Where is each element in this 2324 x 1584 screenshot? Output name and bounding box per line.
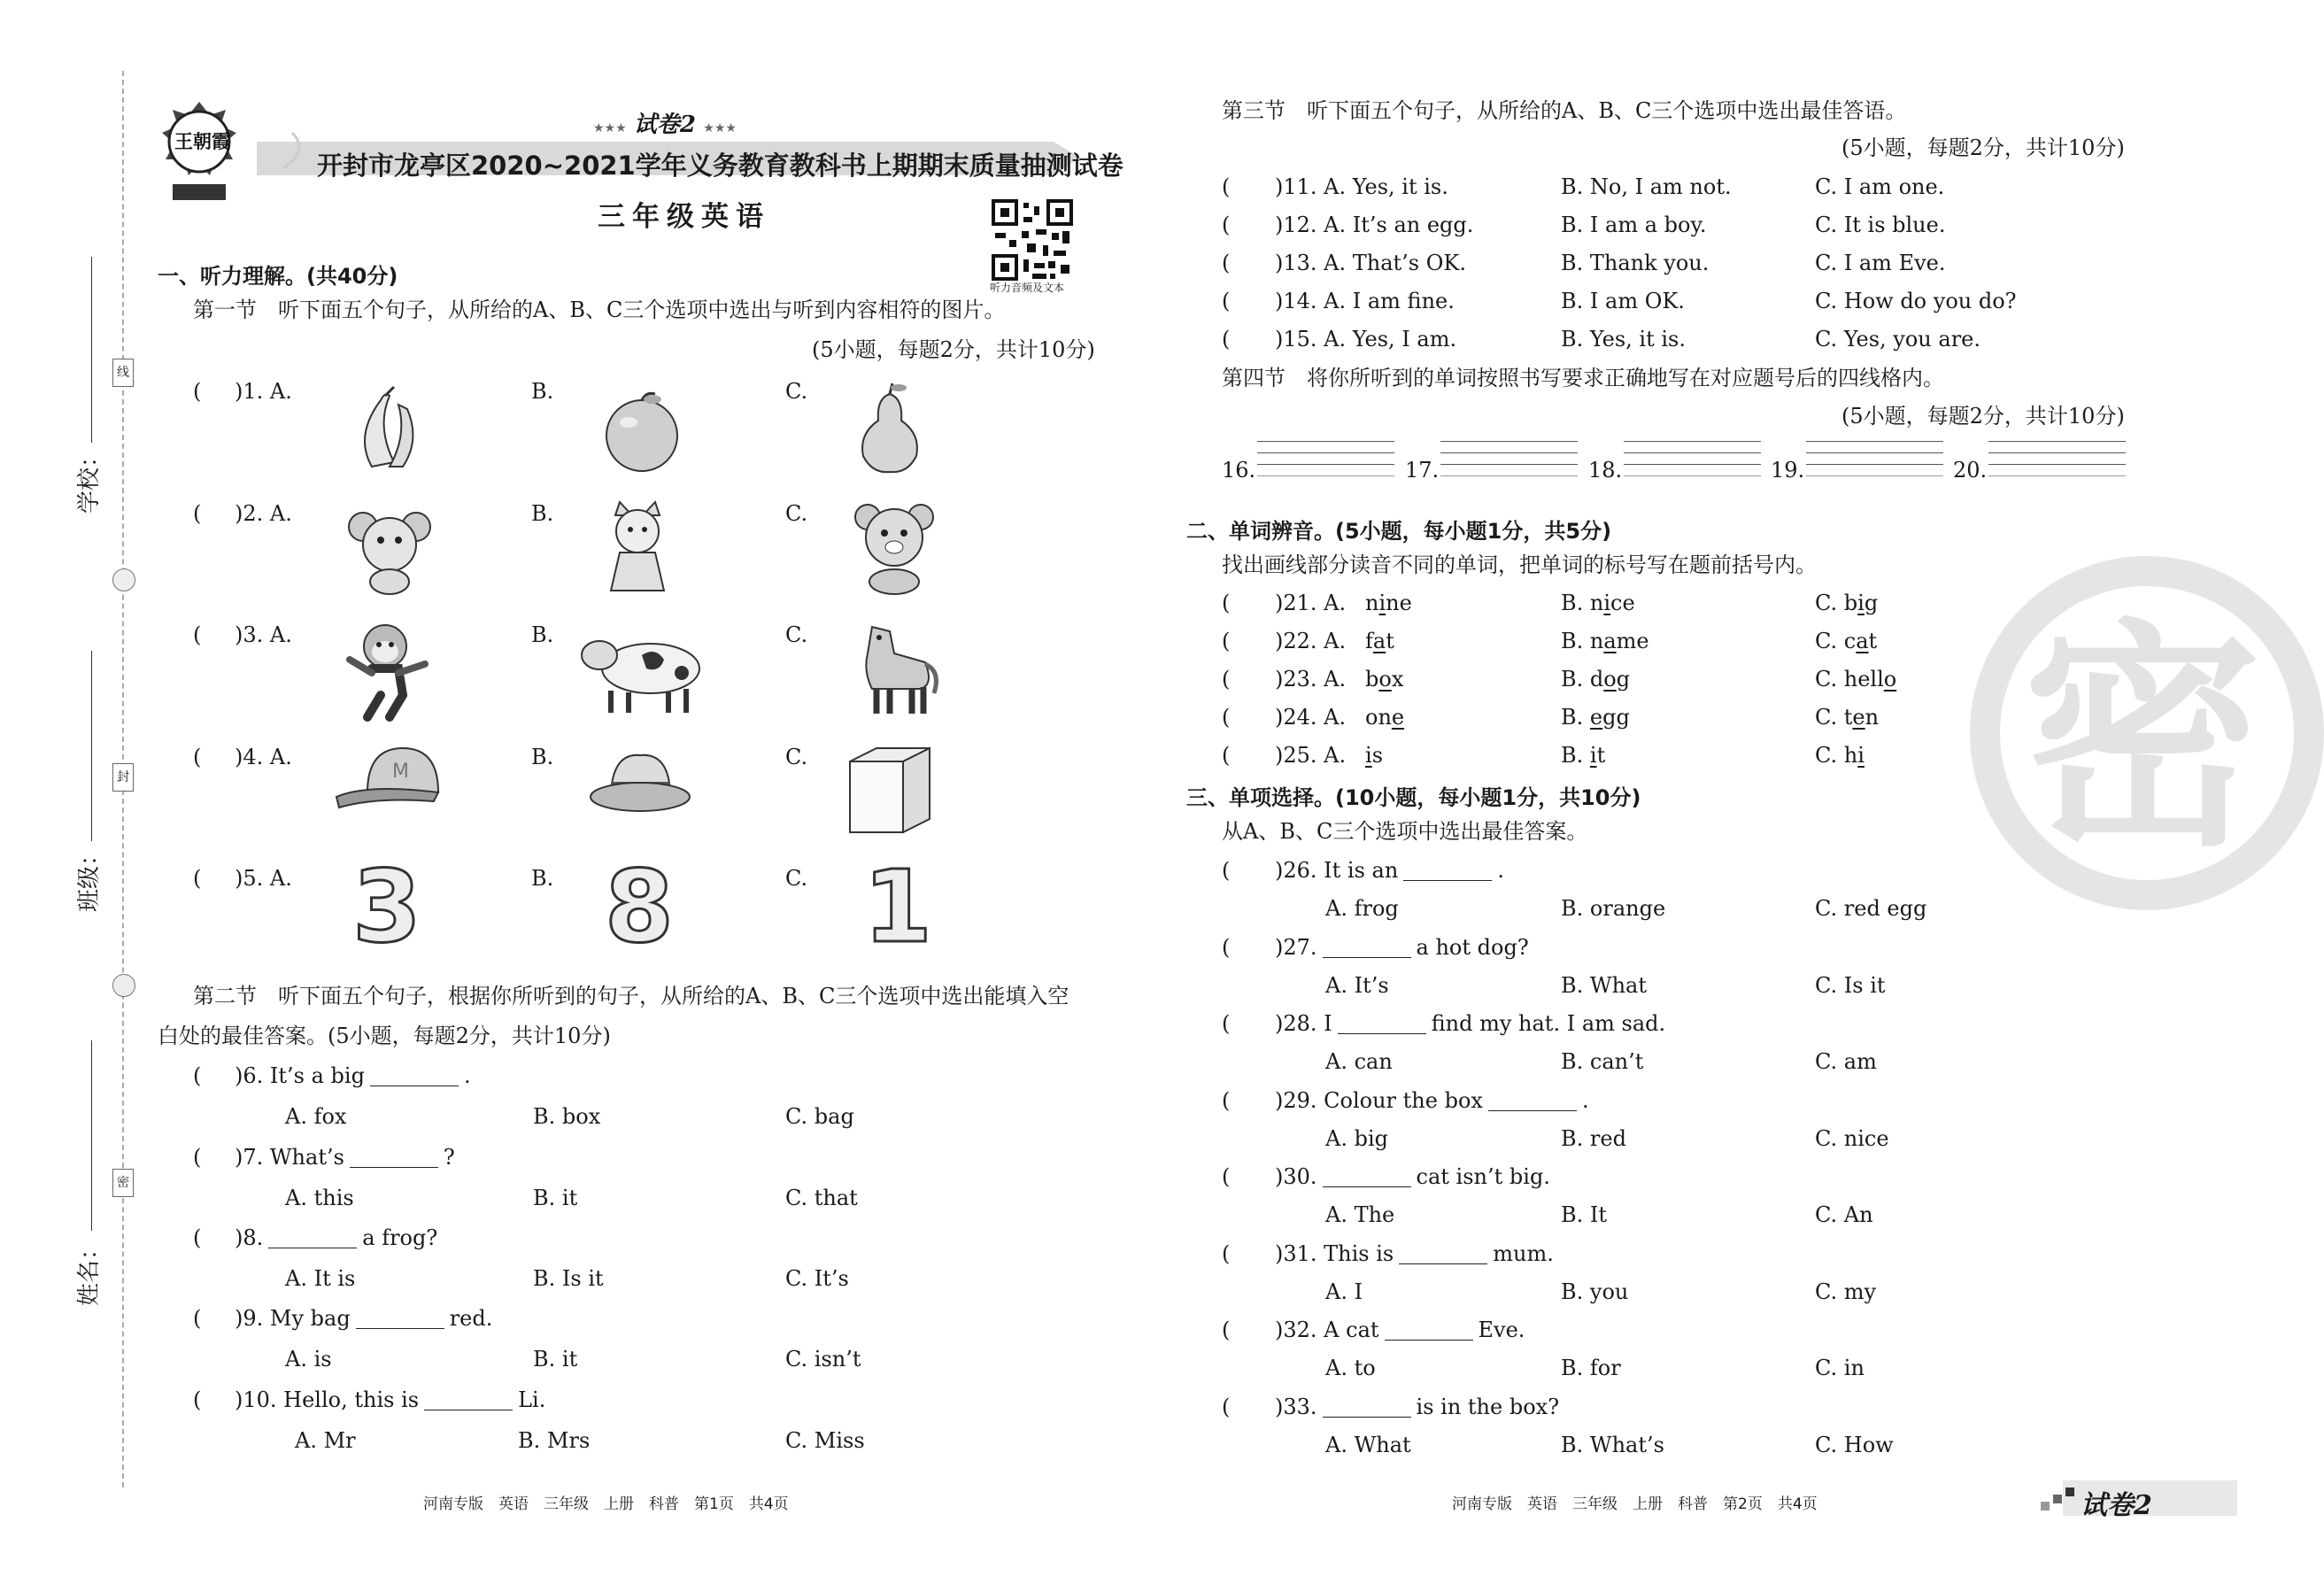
question-stem: )30. cat isn’t big. <box>1275 1164 1550 1189</box>
number-eight-icon: 8 <box>605 850 674 965</box>
option-b-label: B. <box>531 501 554 526</box>
answer-blank[interactable] <box>1488 1091 1577 1111</box>
option-b: B. Mrs <box>518 1428 591 1453</box>
stem-text: )9. My bag <box>235 1306 351 1331</box>
school-field[interactable] <box>91 257 92 443</box>
question-number: )24. A. <box>1275 705 1347 730</box>
option-a: A. What <box>1325 1433 1411 1457</box>
option-c-label: C. <box>785 866 808 891</box>
option-a: fat <box>1365 629 1394 653</box>
option-a: )14. A. I am fine. <box>1275 289 1455 313</box>
option-c: C. How <box>1815 1433 1894 1457</box>
option-b-label: B. <box>531 866 554 891</box>
seal-mark-xian: 线 <box>112 359 134 387</box>
option-b: B. What <box>1561 973 1647 998</box>
option-a: one <box>1365 705 1405 730</box>
answer-blank[interactable] <box>1385 1320 1473 1341</box>
question-stem: )31. This is mum. <box>1275 1241 1554 1266</box>
option-b: B. can’t <box>1561 1049 1644 1074</box>
option-c: C. Yes, you are. <box>1815 327 1981 352</box>
fourline-number: 17. <box>1405 458 1440 483</box>
option-b: B. Thank you. <box>1561 251 1710 275</box>
fourline-grid[interactable] <box>1624 430 1761 476</box>
question-stem <box>235 1387 545 1413</box>
underlined-letters: i <box>1603 591 1611 615</box>
question-number: )3. A. <box>235 622 292 647</box>
question-number: )22. A. <box>1275 629 1347 653</box>
underlined-letters: o <box>1378 667 1392 692</box>
answer-bracket[interactable]: ( <box>1222 174 1231 199</box>
question-number: )21. A. <box>1275 591 1347 615</box>
stem-text: )8. <box>235 1225 264 1250</box>
section1-score: (5小题，每题2分，共计10分) <box>812 337 1095 362</box>
question-number: )5. A. <box>235 866 292 891</box>
option-c: C. Is it <box>1815 973 1886 998</box>
section1-instruction: 第一节 听下面五个句子，从所给的A、B、C三个选项中选出与听到内容相符的图片。 <box>193 297 1006 322</box>
option-a: A. It is <box>285 1266 356 1291</box>
fourline-grid[interactable] <box>1988 430 2126 476</box>
option-a: )15. A. Yes, I am. <box>1275 327 1457 352</box>
answer-bracket[interactable]: ( <box>1222 327 1231 352</box>
answer-blank[interactable] <box>424 1390 513 1410</box>
option-b: B. box <box>533 1104 601 1129</box>
question-number: )2. A. <box>235 501 292 526</box>
part3-instruction: 从A、B、C三个选项中选出最佳答案。 <box>1222 819 1588 844</box>
option-b: B. for <box>1561 1356 1621 1380</box>
answer-bracket[interactable]: ( <box>1222 212 1231 237</box>
stem-text: a frog? <box>362 1225 438 1250</box>
option-b: B. it <box>533 1186 578 1210</box>
option-c: C. It is blue. <box>1815 212 1946 237</box>
answer-bracket[interactable]: ( <box>1222 289 1231 313</box>
answer-blank[interactable] <box>1338 1014 1426 1034</box>
option-b: B. name <box>1561 629 1649 653</box>
option-a: A. big <box>1325 1126 1388 1151</box>
badge-title: 试卷2 <box>633 112 697 138</box>
hat-icon <box>589 748 691 819</box>
underlined-letters: o <box>1603 667 1617 692</box>
option-c: C. my <box>1815 1279 1877 1304</box>
answer-bracket[interactable]: ( <box>1222 629 1231 653</box>
underlined-letters: i <box>1857 591 1865 615</box>
question-stem: )28. I find my hat. I am sad. <box>1275 1011 1666 1036</box>
option-a: A. can <box>1325 1049 1393 1074</box>
option-c: C. big <box>1815 591 1879 615</box>
fourline-grid[interactable] <box>1257 430 1394 476</box>
option-c: C. I am one. <box>1815 174 1945 199</box>
answer-bracket[interactable]: ( <box>1222 935 1231 960</box>
option-a: is <box>1365 743 1384 768</box>
option-a: box <box>1365 667 1404 692</box>
question-stem: )26. It is an . <box>1275 858 1504 883</box>
answer-bracket[interactable]: ( <box>1222 1011 1231 1036</box>
option-c: C. that <box>785 1186 858 1210</box>
option-b: B. it <box>533 1347 578 1372</box>
stem-text: red. <box>449 1306 493 1331</box>
underlined-letters: a <box>1603 629 1617 653</box>
option-c: C. An <box>1815 1202 1873 1227</box>
option-a: )13. A. That’s OK. <box>1275 251 1466 275</box>
option-b: B. It <box>1561 1202 1608 1227</box>
underlined-letters: a <box>1856 629 1869 653</box>
binding-hole-icon <box>112 974 135 997</box>
answer-bracket[interactable]: ( <box>1222 591 1231 615</box>
fourline-number: 19. <box>1771 458 1805 483</box>
answer-bracket[interactable]: ( <box>1222 251 1231 275</box>
answer-bracket[interactable]: ( <box>1222 667 1231 692</box>
answer-blank[interactable] <box>1403 861 1492 881</box>
part3-title: 三、单项选择。(10小题，每小题1分，共10分) <box>1186 785 1641 810</box>
monkey-icon <box>341 620 438 722</box>
option-a: A. to <box>1325 1356 1376 1380</box>
question-number: )1. A. <box>235 379 292 404</box>
exam-title: 开封市龙亭区2020~2021学年义务教育教科书上期期末质量抽测试卷 <box>317 151 1123 181</box>
underlined-letters: e <box>1852 705 1865 730</box>
option-b: B. Is it <box>533 1266 604 1291</box>
cap-icon <box>332 744 443 815</box>
answer-bracket[interactable]: ( <box>1222 1395 1231 1419</box>
answer-bracket[interactable]: ( <box>193 866 202 891</box>
option-b: B. No, I am not. <box>1561 174 1732 199</box>
section3-instruction: 第三节 听下面五个句子，从所给的A、B、C三个选项中选出最佳答语。 <box>1222 98 1907 123</box>
cow-icon <box>580 620 704 717</box>
page2-footer: 河南专版 英语 三年级 上册 科普 第2页 共4页 <box>1452 1495 1818 1513</box>
question-stem <box>235 1062 471 1089</box>
fourline-grid[interactable] <box>1806 430 1943 476</box>
option-c: C. How do you do? <box>1815 289 2017 313</box>
answer-blank[interactable] <box>1323 938 1411 958</box>
box-icon <box>841 744 938 841</box>
number-three-icon: 3 <box>352 850 421 965</box>
seal-mark-mi: 密 <box>112 1169 134 1197</box>
question-number: )4. A. <box>235 745 292 769</box>
answer-bracket[interactable]: ( <box>193 379 202 404</box>
seal-watermark-char: 密 <box>2023 599 2262 878</box>
option-b: B. What’s <box>1561 1433 1664 1457</box>
option-b-label: B. <box>531 622 554 647</box>
answer-bracket[interactable]: ( <box>1222 1241 1231 1266</box>
answer-blank[interactable] <box>350 1147 438 1168</box>
option-b: B. it <box>1561 743 1606 768</box>
part2-instruction: 找出画线部分读音不同的单词，把单词的标号写在题前括号内。 <box>1222 552 1817 577</box>
option-c: C. Miss <box>785 1428 865 1453</box>
option-c: C. am <box>1815 1049 1877 1074</box>
option-c: C. isn’t <box>785 1347 861 1372</box>
part2-title: 二、单词辨音。(5小题，每小题1分，共5分) <box>1186 519 1612 544</box>
option-c: C. nice <box>1815 1126 1889 1151</box>
option-a: A. The <box>1325 1202 1395 1227</box>
answer-bracket[interactable]: ( <box>193 1306 202 1331</box>
answer-bracket[interactable]: ( <box>193 745 202 769</box>
apple-icon <box>598 387 686 475</box>
stem-text: . <box>463 1063 471 1088</box>
corner-squares-icon <box>2041 1486 2076 1512</box>
fourline-grid[interactable] <box>1440 430 1578 476</box>
option-c: C. red egg <box>1815 896 1927 921</box>
option-a: nine <box>1365 591 1412 615</box>
stem-text: )6. It’s a big <box>235 1063 365 1088</box>
answer-bracket[interactable]: ( <box>1222 1088 1231 1113</box>
name-field[interactable] <box>91 1040 92 1231</box>
question-stem <box>235 1144 455 1171</box>
qr-code-icon[interactable] <box>992 199 1073 281</box>
question-stem: )27. a hot dog? <box>1275 935 1529 960</box>
section4-score: (5小题，每题2分，共计10分) <box>1841 404 2125 429</box>
option-a: )11. A. Yes, it is. <box>1275 174 1448 199</box>
logo-text: 王朝霞 <box>174 131 230 152</box>
mouse-icon <box>341 500 438 598</box>
pear-icon <box>850 381 930 474</box>
option-b: B. orange <box>1561 896 1666 921</box>
bear-icon <box>845 498 943 595</box>
option-c-label: C. <box>785 501 808 526</box>
name-label: 姓名： <box>76 1236 103 1306</box>
answer-blank[interactable] <box>268 1228 357 1248</box>
underlined-letters: i <box>1378 591 1386 615</box>
option-b: B. egg <box>1561 705 1630 730</box>
underlined-letters: e <box>1391 705 1405 730</box>
option-b: B. you <box>1561 1279 1629 1304</box>
underlined-letters: o <box>1883 667 1897 692</box>
answer-blank[interactable] <box>1399 1244 1487 1264</box>
option-a: A. Mr <box>295 1428 356 1453</box>
option-a: A. frog <box>1325 896 1399 921</box>
answer-blank[interactable] <box>1323 1397 1411 1418</box>
underlined-letters: i <box>1365 743 1372 768</box>
page1-footer: 河南专版 英语 三年级 上册 科普 第1页 共4页 <box>423 1495 789 1513</box>
number-one-icon: 1 <box>863 850 932 965</box>
answer-bracket[interactable]: ( <box>193 1145 202 1170</box>
stem-text: Li. <box>518 1387 546 1412</box>
option-b: B. nice <box>1561 591 1635 615</box>
seal-mark-feng: 封 <box>112 763 134 792</box>
publisher-logo <box>155 97 243 204</box>
option-a: )12. A. It’s an egg. <box>1275 212 1474 237</box>
option-b-label: B. <box>531 745 554 769</box>
cat-icon <box>593 498 682 599</box>
binding-hole-icon <box>112 568 135 591</box>
answer-bracket[interactable]: ( <box>1222 705 1231 730</box>
answer-bracket[interactable]: ( <box>1222 1317 1231 1342</box>
answer-bracket[interactable]: ( <box>1222 1164 1231 1189</box>
answer-bracket[interactable]: ( <box>193 501 202 526</box>
option-c-label: C. <box>785 745 808 769</box>
option-a: A. is <box>285 1347 332 1372</box>
option-b: B. dog <box>1561 667 1631 692</box>
qr-caption: 听力音频及文本 <box>990 282 1065 294</box>
section2-instruction-line1: 第二节 听下面五个句子，根据你所听到的句子，从所给的A、B、C三个选项中选出能填入空 <box>193 984 1069 1008</box>
stem-text: ? <box>443 1145 455 1170</box>
underlined-letters: i <box>1857 743 1865 768</box>
underlined-letters: a <box>1372 629 1386 653</box>
answer-blank[interactable] <box>356 1309 444 1329</box>
question-number: )25. A. <box>1275 743 1347 768</box>
stem-text: )10. Hello, this is <box>235 1387 420 1412</box>
section4-instruction: 第四节 将你所听到的单词按照书写要求正确地写在对应题号后的四线格内。 <box>1222 366 1944 390</box>
fourline-number: 20. <box>1953 458 1988 483</box>
option-c: C. bag <box>785 1104 854 1129</box>
subject-title: 三年级英语 <box>598 201 770 233</box>
banana-icon <box>345 382 434 471</box>
answer-bracket[interactable]: ( <box>1222 743 1231 768</box>
option-b: B. red <box>1561 1126 1626 1151</box>
option-c: C. It’s <box>785 1266 849 1291</box>
school-label: 学校： <box>76 444 103 514</box>
option-c: C. cat <box>1815 629 1878 653</box>
class-label: 班级： <box>76 842 103 912</box>
option-a: A. fox <box>285 1104 347 1129</box>
stem-text: )7. What’s <box>235 1145 344 1170</box>
option-c: C. hello <box>1815 667 1897 692</box>
option-a: A. this <box>285 1186 354 1210</box>
fourline-number: 16. <box>1222 458 1256 483</box>
answer-bracket[interactable]: ( <box>193 1063 202 1088</box>
question-stem: )33. is in the box? <box>1275 1395 1560 1419</box>
option-c-label: C. <box>785 622 808 647</box>
question-stem: )32. A cat Eve. <box>1275 1317 1525 1342</box>
answer-bracket[interactable]: ( <box>193 1387 202 1412</box>
option-b-label: B. <box>531 379 554 404</box>
option-b: B. I am OK. <box>1561 289 1685 313</box>
underlined-letters: i <box>1589 743 1597 768</box>
horse-icon <box>845 618 943 720</box>
section2-instruction-line2: 白处的最佳答案。(5小题，每题2分，共计10分) <box>158 1024 611 1048</box>
option-c: C. I am Eve. <box>1815 251 1946 275</box>
option-c: C. in <box>1815 1356 1865 1380</box>
option-b: B. I am a boy. <box>1561 212 1707 237</box>
part1-title: 一、听力理解。(共40分) <box>158 264 398 289</box>
underlined-letters: e <box>1589 705 1603 730</box>
option-c-label: C. <box>785 379 808 404</box>
option-a: A. It’s <box>1325 973 1389 998</box>
question-stem: )29. Colour the box . <box>1275 1088 1589 1113</box>
question-stem <box>235 1225 437 1251</box>
answer-bracket[interactable]: ( <box>193 1225 202 1250</box>
svg-text:M: M <box>392 761 409 783</box>
question-stem <box>235 1305 492 1332</box>
option-c: C. hi <box>1815 743 1865 768</box>
corner-label: 试卷2 <box>2081 1490 2152 1521</box>
answer-blank[interactable] <box>370 1066 459 1086</box>
section3-score: (5小题，每题2分，共计10分) <box>1841 135 2125 160</box>
badge-row: ★★★ 试卷2 ★★★ <box>593 112 737 138</box>
answer-bracket[interactable]: ( <box>1222 858 1231 883</box>
fourline-number: 18. <box>1588 458 1623 483</box>
class-field[interactable] <box>91 651 92 841</box>
option-c: C. ten <box>1815 705 1880 730</box>
question-number: )23. A. <box>1275 667 1347 692</box>
answer-bracket[interactable]: ( <box>193 622 202 647</box>
option-b: B. Yes, it is. <box>1561 327 1686 352</box>
answer-blank[interactable] <box>1323 1167 1411 1187</box>
option-a: A. I <box>1325 1279 1363 1304</box>
